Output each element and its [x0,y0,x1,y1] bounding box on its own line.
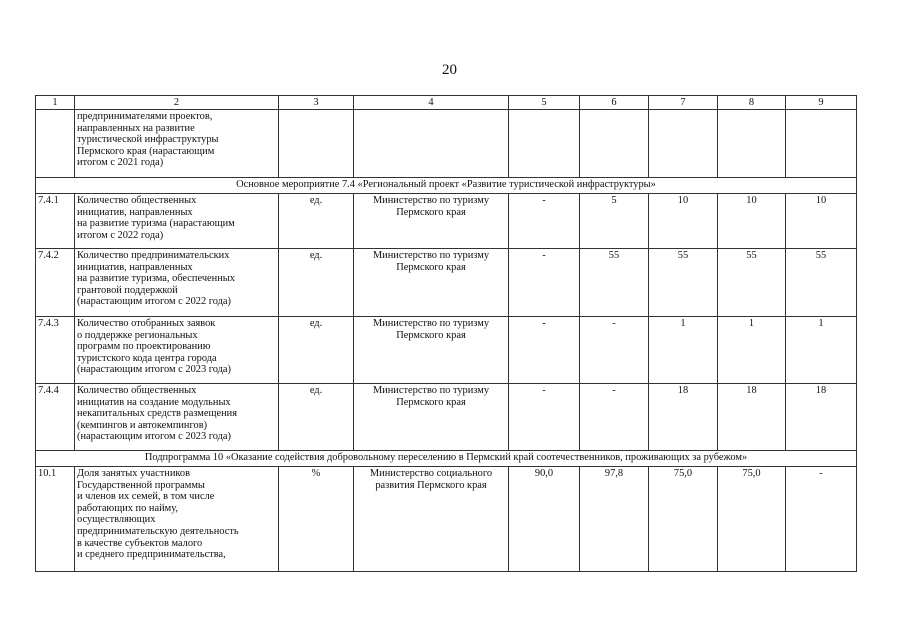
responsible-executor: Министерство социального развития Пермского края [354,467,509,572]
table-row [36,384,857,451]
indicator-value: 75,0 [649,467,718,572]
indicator-name: Количество общественных инициатив, направленных на развитие туризма (нарастающим итогом с 2022 года) [75,194,279,249]
indicator-value: 18 [718,384,786,451]
section-row [36,451,857,467]
indicator-name: предпринимателями проектов, направленных на развитие туристической инфраструктуры Пермского края (нарастающим итогом с 2021 года) [75,110,279,178]
indicator-name: Доля занятых участников Государственной программы и членов их семей, в том числе работающих по найму, осуществляющих предпринимательскую деятельность в качестве субъектов малого и среднего предпринимательства, [75,467,279,572]
table-row [36,249,857,317]
indicator-value: - [580,317,649,384]
indicators-table [35,95,857,572]
indicator-value: - [509,194,580,249]
unit-of-measure [279,110,354,178]
unit-of-measure: ед. [279,384,354,451]
responsible-executor: Министерство по туризму Пермского края [354,384,509,451]
table-row [36,467,857,572]
section-title: Подпрограмма 10 «Оказание содействия добровольному переселению в Пермский край соотечественников, проживающих за рубежом» [36,451,857,467]
indicator-value [580,110,649,178]
indicator-number: 7.4.2 [36,249,75,317]
table-row [36,110,857,178]
indicator-name: Количество предпринимательских инициатив, направленных на развитие туризма, обеспеченных грантовой поддержкой (нарастающим итогом с 2022 года) [75,249,279,317]
indicator-value: 10 [786,194,857,249]
indicator-number: 7.4.3 [36,317,75,384]
indicator-value: - [509,249,580,317]
indicator-name: Количество общественных инициатив на создание модульных некапитальных средств размещения (кемпингов и автокемпингов) (нарастающим итогом с 2023 года) [75,384,279,451]
column-header: 3 [279,96,354,110]
table-row [36,317,857,384]
indicator-value: 55 [786,249,857,317]
indicator-number [36,110,75,178]
column-header: 4 [354,96,509,110]
column-header: 1 [36,96,75,110]
indicator-value: 10 [649,194,718,249]
indicator-value: 55 [718,249,786,317]
indicator-value [649,110,718,178]
unit-of-measure: ед. [279,249,354,317]
indicator-value: 1 [649,317,718,384]
table-header-row [36,96,857,110]
indicator-value: 55 [649,249,718,317]
indicator-value: 75,0 [718,467,786,572]
indicator-value: 90,0 [509,467,580,572]
indicator-value: - [786,467,857,572]
responsible-executor: Министерство по туризму Пермского края [354,249,509,317]
indicator-value: 5 [580,194,649,249]
unit-of-measure: % [279,467,354,572]
indicator-value: 97,8 [580,467,649,572]
column-header: 9 [786,96,857,110]
column-header: 7 [649,96,718,110]
indicator-value: 1 [718,317,786,384]
responsible-executor: Министерство по туризму Пермского края [354,194,509,249]
section-row [36,178,857,194]
indicator-number: 7.4.4 [36,384,75,451]
responsible-executor [354,110,509,178]
indicator-value [509,110,580,178]
indicator-name: Количество отобранных заявок о поддержке региональных программ по проектированию туристского кода центра города (нарастающим итогом с 2023 года) [75,317,279,384]
indicator-number: 7.4.1 [36,194,75,249]
column-header: 6 [580,96,649,110]
column-header: 8 [718,96,786,110]
indicator-value: - [509,317,580,384]
indicator-value: 18 [649,384,718,451]
column-header: 2 [75,96,279,110]
indicator-value: 1 [786,317,857,384]
responsible-executor: Министерство по туризму Пермского края [354,317,509,384]
column-header: 5 [509,96,580,110]
table-row [36,194,857,249]
indicator-value [718,110,786,178]
section-title: Основное мероприятие 7.4 «Региональный проект «Развитие туристической инфраструктуры» [36,178,857,194]
indicator-value: 18 [786,384,857,451]
indicator-value: - [509,384,580,451]
indicator-value [786,110,857,178]
unit-of-measure: ед. [279,317,354,384]
indicator-number: 10.1 [36,467,75,572]
page-number: 20 [442,62,457,78]
indicator-value: 10 [718,194,786,249]
indicator-value: 55 [580,249,649,317]
unit-of-measure: ед. [279,194,354,249]
indicator-value: - [580,384,649,451]
